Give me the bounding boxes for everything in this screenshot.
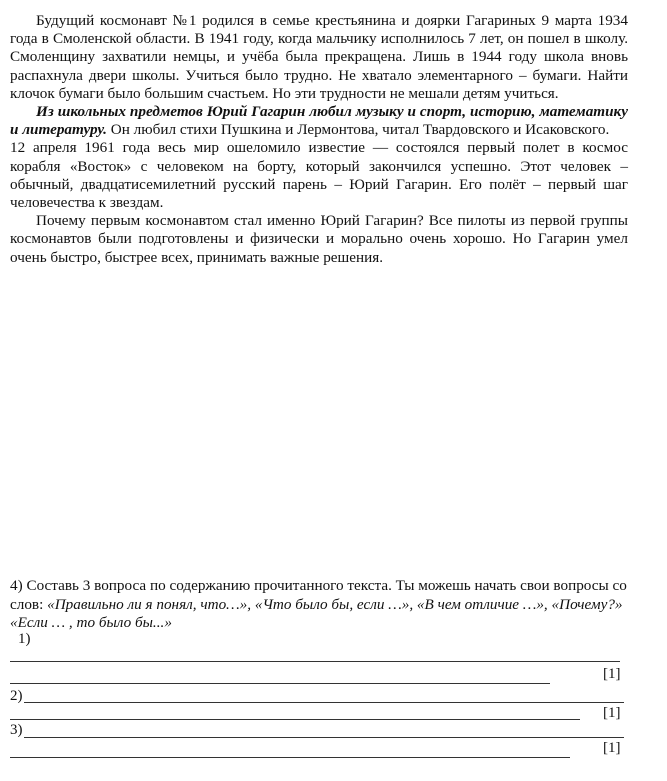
passage-paragraph-1: Будущий космонавт №1 родился в семье крестьянина и доярки Гагариных 9 марта 1934 года в Смоленской области. В 1941 году, когда мальчику исполнилось 7 лет, он пошел в школу. Смоленщину захватили немцы, и учёба была прекращена. Лишь в 1944 году школа вновь распахнула двери школы. Учиться было трудно. Не хватало элементарного – бумаги. Найти клочок бумаги было большим счастьем. Но эти трудности не мешали детям учиться. [10, 12, 628, 102]
answer-line-1a[interactable] [10, 661, 620, 662]
answer-line-3a[interactable] [24, 737, 624, 738]
passage-paragraph-4: Почему первым космонавтом стал именно Юрий Гагарин? Все пилоты из первой группы космонавтов были подготовлены и физически и морально очень хорошо. Но Гагарин умел очень быстро, быстрее всех, принимать важные решения. [10, 212, 628, 266]
answer-line-2a[interactable] [24, 702, 624, 703]
answer-line-2b[interactable] [10, 719, 580, 720]
passage-paragraph-3: 12 апреля 1961 года весь мир ошеломило известие — состоялся первый полет в космос корабля «Восток» с человеком на борту, который закончился успешно. Этот человек – обычный, двадцатисемилетний русский парень – Юрий Гагарин. Его полёт – первый шаг человечества к звездам. [10, 139, 628, 212]
task-question-starters: «Правильно ли я понял, что…», «Что было бы, если …», «В чем отличие …», «Почему?» «Если … , то было бы...» [10, 595, 623, 632]
reading-passage [10, 12, 628, 267]
answer-number-3: 3) [10, 722, 23, 738]
answer-line-1b[interactable] [10, 683, 550, 684]
answer-number-2: 2) [10, 688, 23, 704]
answer-mark-2: [1] [603, 705, 621, 721]
passage-paragraph-2-rest: Он любил стихи Пушкина и Лермонтова, читал Твардовского и Исаковского. [106, 121, 610, 139]
passage-emphasis: Из школьных предметов Юрий Гагарин любил музыку и спорт, историю, математику и литературу. [10, 103, 628, 139]
task-instruction-text: 4) Составь 3 вопроса по содержанию прочитанного текста. Ты можешь начать свои вопросы со слов: [10, 577, 627, 613]
task-4 [10, 577, 630, 633]
answer-number-1: 1) [18, 631, 31, 647]
passage-paragraph-2 [10, 103, 628, 139]
answer-mark-1: [1] [603, 666, 621, 682]
answer-mark-3: [1] [603, 740, 621, 756]
task-instruction [10, 577, 630, 633]
answer-line-3b[interactable] [10, 757, 570, 758]
